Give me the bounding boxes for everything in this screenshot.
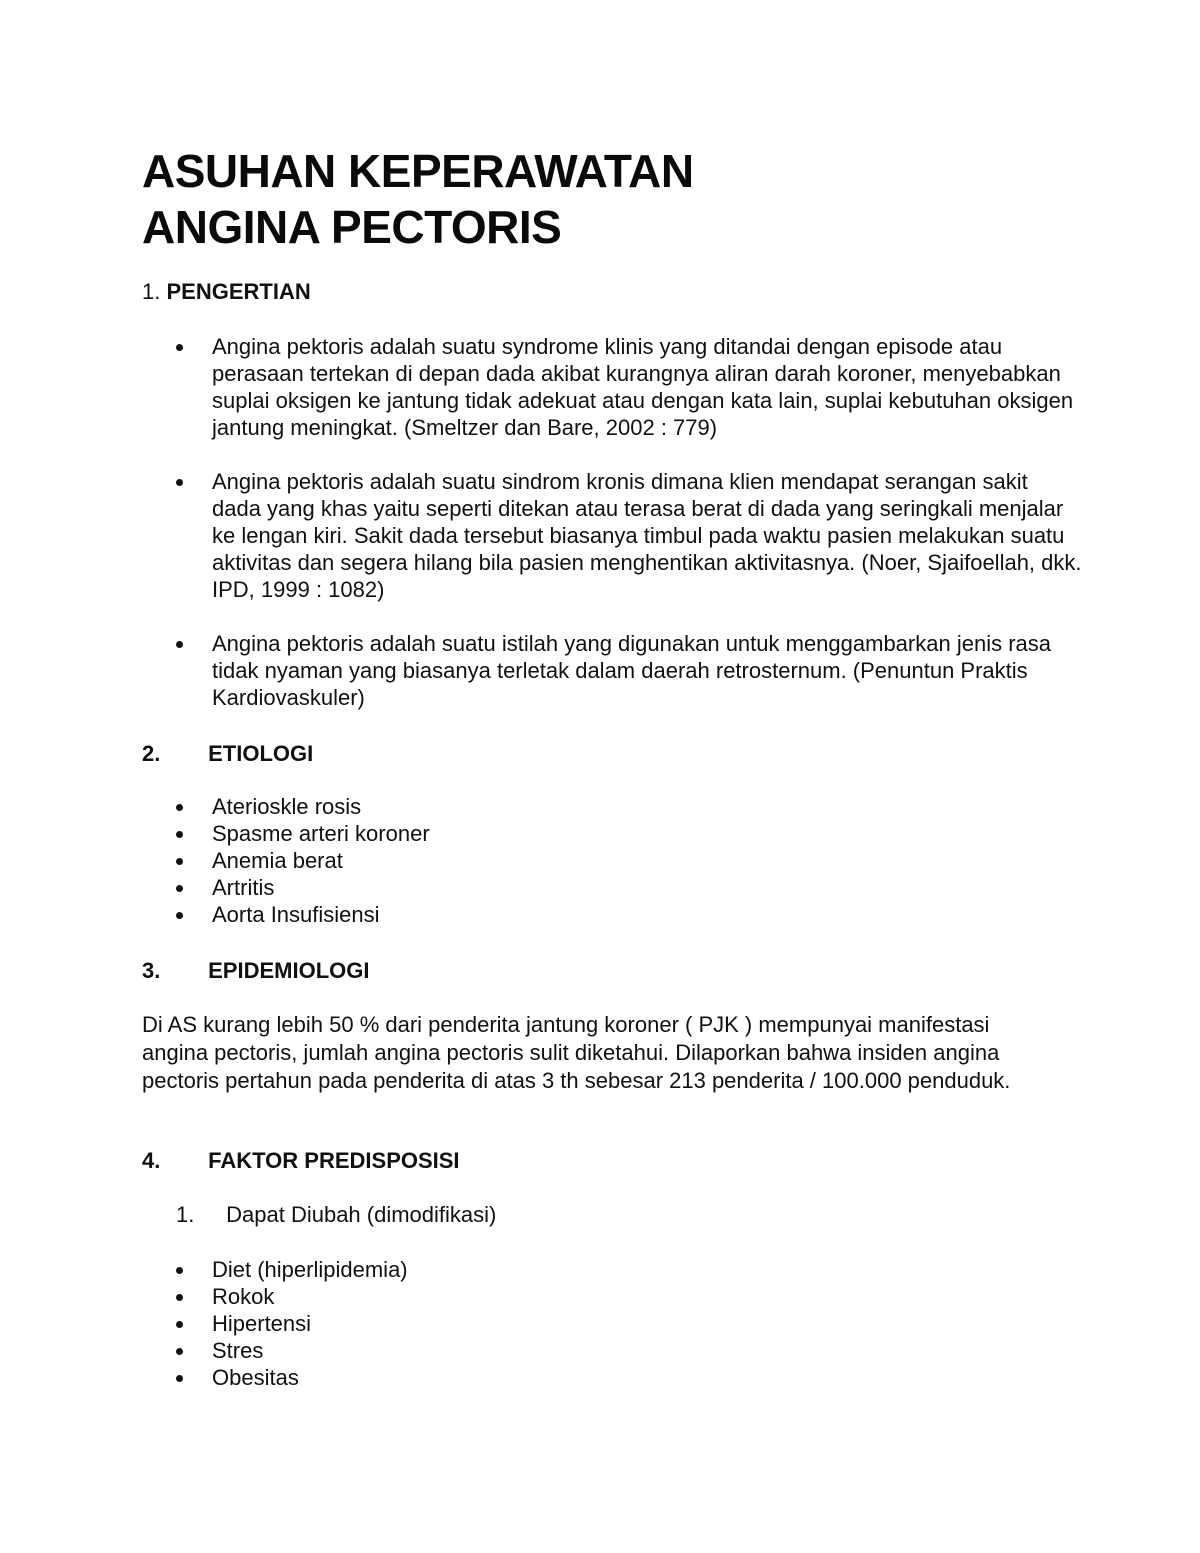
section-number: 1. — [142, 279, 161, 304]
list-item — [142, 1256, 1082, 1283]
subsection-number: 1. — [176, 1202, 195, 1227]
list-item — [142, 468, 1082, 603]
bullet-icon — [176, 885, 183, 892]
bullet-icon — [176, 1321, 183, 1328]
section-number: 3. — [142, 958, 161, 983]
pengertian-list — [142, 333, 1082, 738]
epidemiologi-paragraph: Di AS kurang lebih 50 % dari penderita jantung koroner ( PJK ) mempunyai manifestasi angina pectoris, jumlah angina pectoris sulit diketahui. Dilaporkan bahwa insiden angina pectoris pertahun pada penderita di atas 3 th sebesar 213 penderita / 100.000 penduduk. — [142, 1012, 1011, 1093]
bullet-icon — [176, 1375, 183, 1382]
list-item-text: Anemia berat — [212, 848, 343, 873]
list-item — [142, 1364, 1082, 1391]
bullet-icon — [176, 1267, 183, 1274]
list-item-text: Angina pektoris adalah suatu istilah yang digunakan untuk menggambarkan jenis rasa tidak nyaman yang biasanya terletak dalam daerah retrosternum. (Penuntun Praktis Kardiovaskuler) — [212, 631, 1051, 710]
bullet-icon — [176, 641, 183, 648]
list-item-text: Rokok — [212, 1284, 275, 1309]
bullet-icon — [176, 1294, 183, 1301]
list-item — [142, 874, 1082, 901]
list-item — [142, 1337, 1082, 1364]
section-heading-etiologi — [142, 740, 313, 768]
etiologi-list — [142, 793, 1082, 928]
list-item-text: Aterioskle rosis — [212, 794, 362, 819]
list-item — [142, 1310, 1082, 1337]
title-line-2: ANGINA PECTORIS — [142, 201, 562, 253]
faktor-list — [142, 1256, 1082, 1391]
section-title: FAKTOR PREDISPOSISI — [208, 1148, 460, 1173]
subsection-heading — [176, 1201, 496, 1229]
section-title: PENGERTIAN — [166, 279, 311, 304]
list-item-text: Spasme arteri koroner — [212, 821, 430, 846]
bullet-icon — [176, 831, 183, 838]
list-item — [142, 820, 1082, 847]
bullet-icon — [176, 912, 183, 919]
list-item — [142, 630, 1082, 711]
subsection-title: Dapat Diubah (dimodifikasi) — [226, 1202, 497, 1227]
list-item-text: Stres — [212, 1338, 264, 1363]
section-title: EPIDEMIOLOGI — [208, 958, 370, 983]
title-line-1: ASUHAN KEPERAWATAN — [142, 145, 694, 197]
bullet-icon — [176, 344, 183, 351]
section-heading-epidemiologi — [142, 957, 369, 985]
bullet-icon — [176, 804, 183, 811]
list-item-text: Diet (hiperlipidemia) — [212, 1257, 408, 1282]
list-item — [142, 1283, 1082, 1310]
list-item-text: Hipertensi — [212, 1311, 312, 1336]
list-item-text: Angina pektoris adalah suatu sindrom kronis dimana klien mendapat serangan sakit dada yang khas yaitu seperti ditekan atau terasa berat di dada yang seringkali menjalar ke lengan kiri. Sakit dada tersebut biasanya timbul pada waktu pasien melakukan suatu aktivitas dan segera hilang bila pasien menghentikan aktivitasnya. (Noer, Sjaifoellah, dkk. IPD, 1999 : 1082) — [212, 469, 1082, 602]
bullet-icon — [176, 1348, 183, 1355]
list-item — [142, 847, 1082, 874]
section-number: 2. — [142, 741, 161, 766]
list-item-text: Angina pektoris adalah suatu syndrome klinis yang ditandai dengan episode atau perasaan tertekan di depan dada akibat kurangnya aliran darah koroner, menyebabkan suplai oksigen ke jantung tidak adekuat atau dengan kata lain, suplai kebutuhan oksigen jantung meningkat. (Smeltzer dan Bare, 2002 : 779) — [212, 334, 1074, 440]
list-item — [142, 793, 1082, 820]
bullet-icon — [176, 858, 183, 865]
list-item — [142, 901, 1082, 928]
bullet-icon — [176, 479, 183, 486]
section-number: 4. — [142, 1148, 161, 1173]
list-item-text: Obesitas — [212, 1365, 299, 1390]
list-item-text: Artritis — [212, 875, 275, 900]
document-title — [142, 143, 694, 255]
list-item — [142, 333, 1082, 441]
section-heading-pengertian — [142, 278, 311, 306]
list-item-text: Aorta Insufisiensi — [212, 902, 380, 927]
section-title: ETIOLOGI — [208, 741, 314, 766]
section-heading-faktor — [142, 1147, 460, 1175]
